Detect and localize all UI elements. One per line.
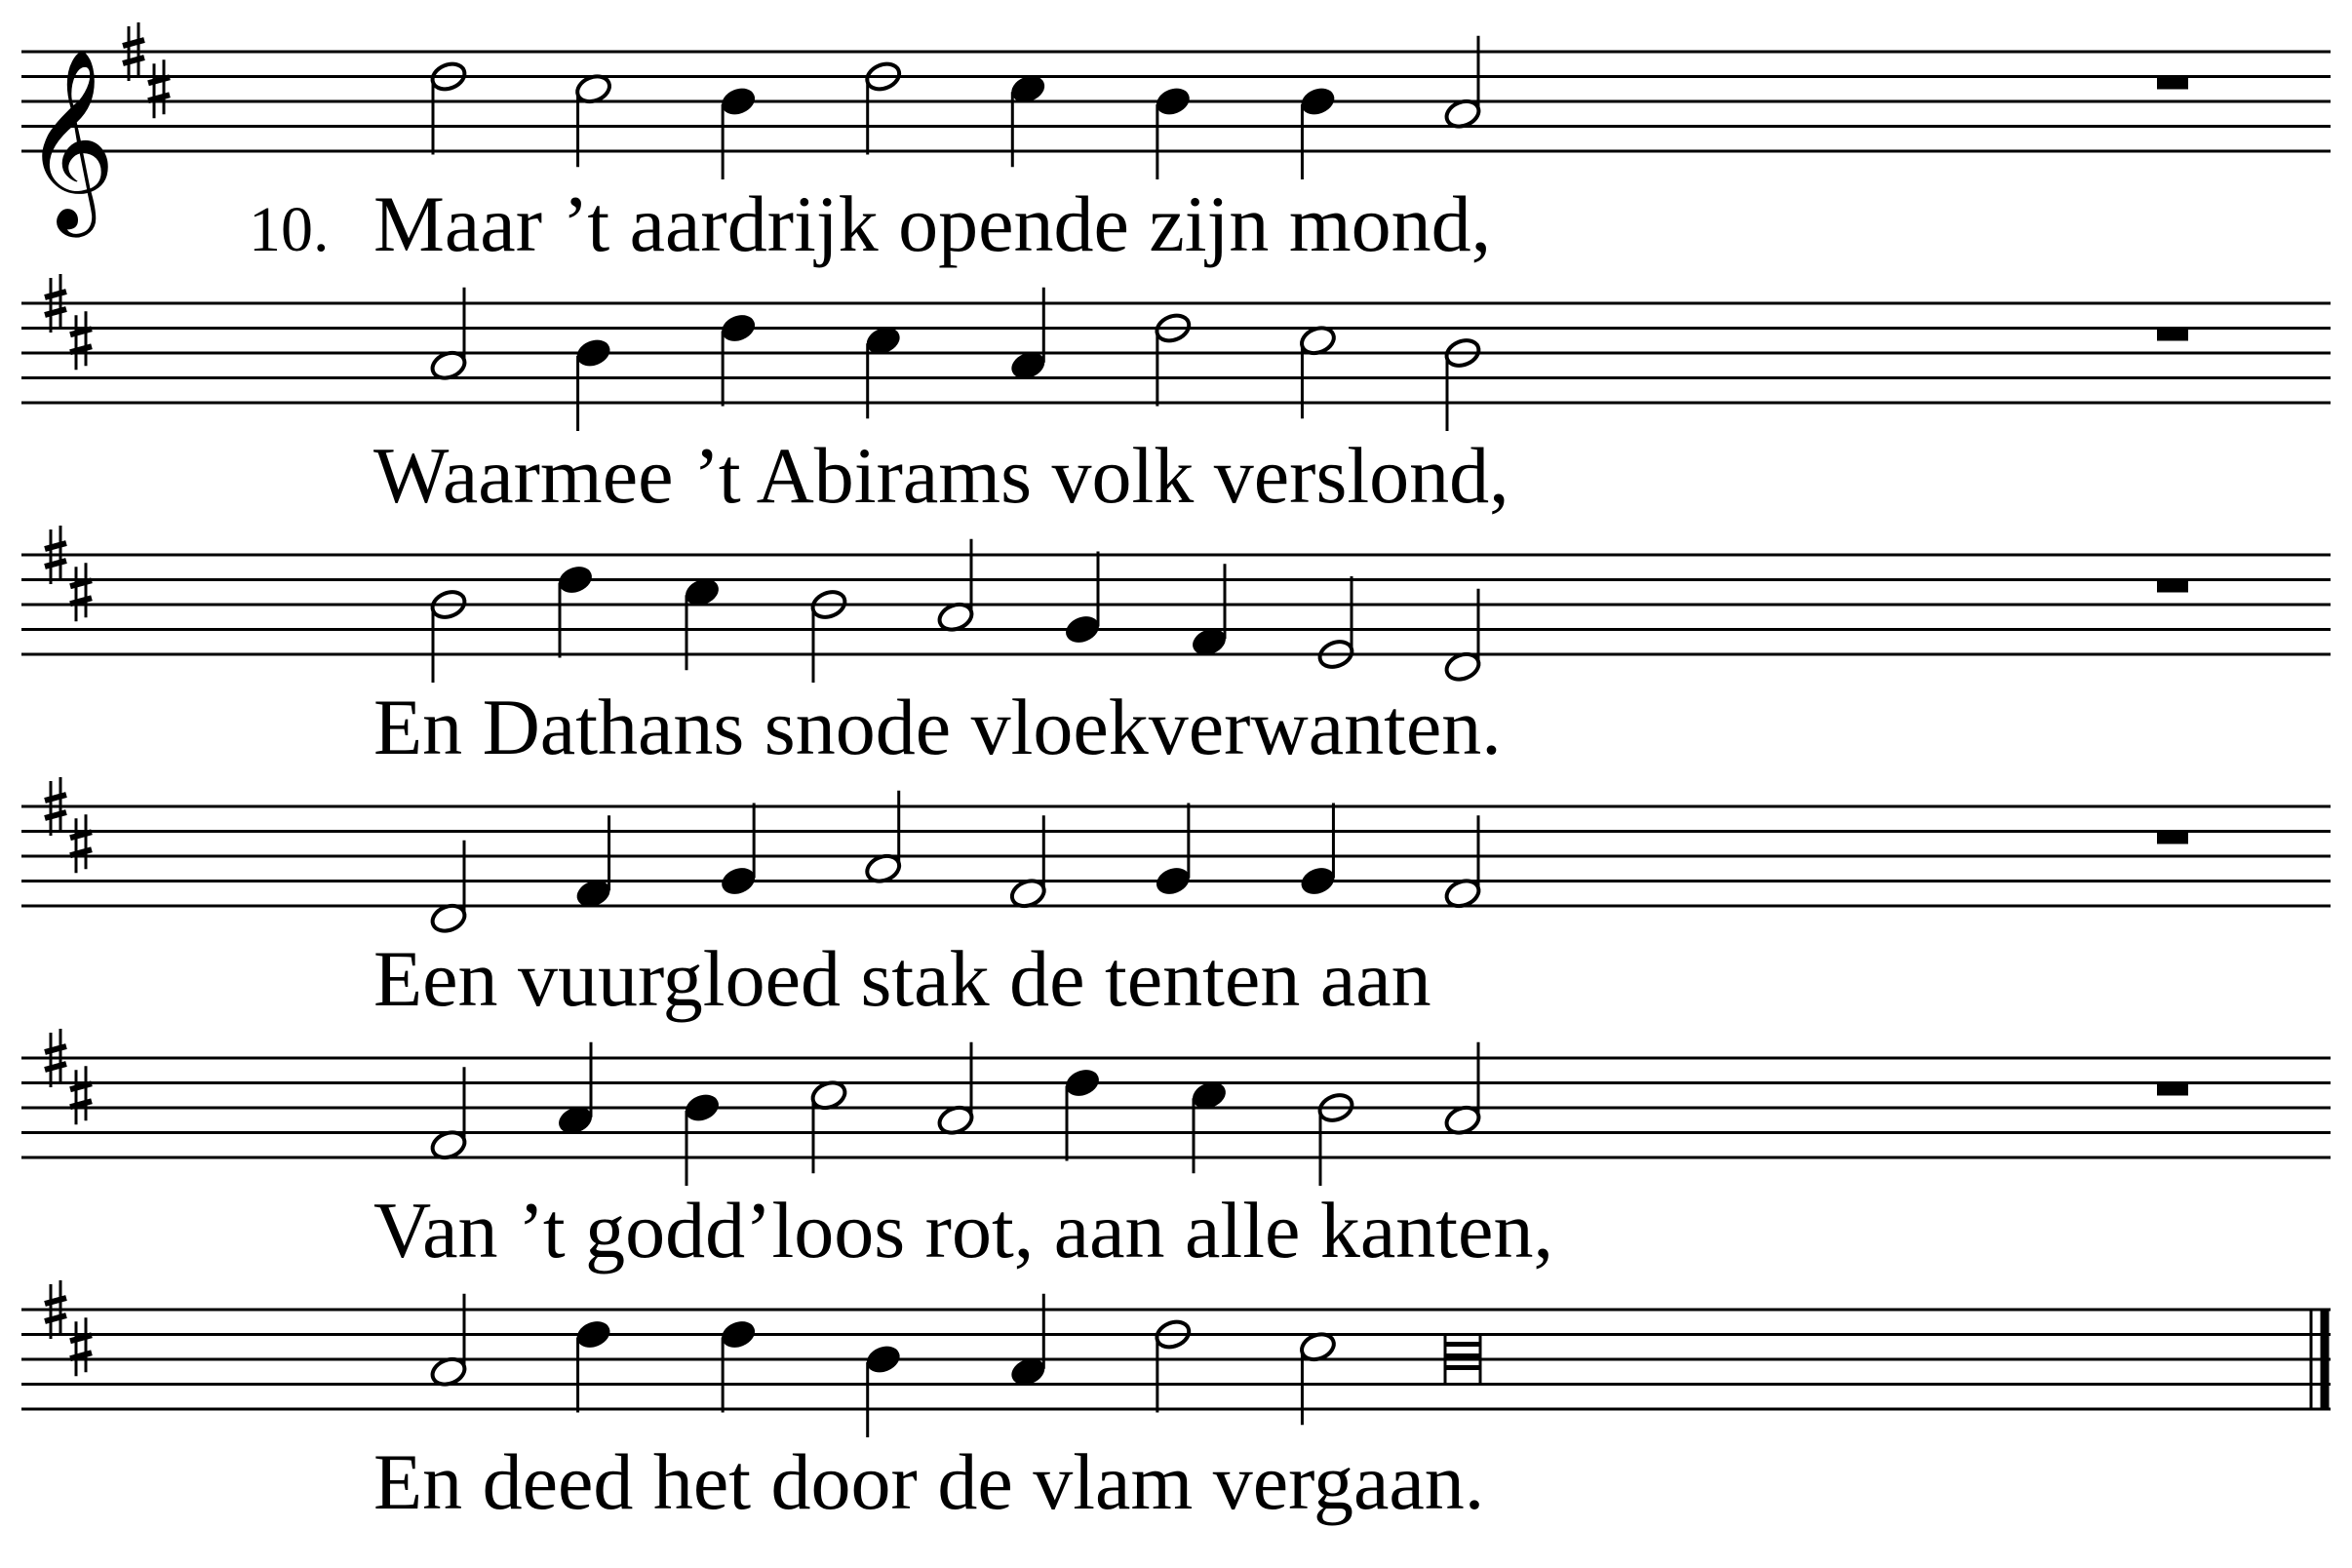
lyric-line-1: Maar ’t aardrijk opende zijn mond, [373,179,1492,268]
note [809,588,849,683]
note [1443,36,1483,131]
note [936,539,976,634]
notes [429,791,1483,935]
note [1008,1294,1048,1389]
staff-lines [21,303,2331,403]
notes [429,539,1483,684]
note [429,1294,469,1389]
key-signature [45,1280,92,1376]
note [863,59,903,154]
end-symbol [2157,76,2188,90]
note [573,1317,613,1412]
note [573,336,613,431]
note [863,324,903,418]
note [1008,288,1048,382]
staff-system-3 [21,526,2331,771]
note [429,841,469,935]
note [1063,1066,1103,1160]
rest-icon [2157,831,2188,844]
note [1298,324,1338,418]
note [1154,1317,1194,1412]
notes [429,1042,1483,1186]
treble-clef-glyph: 𝄞 [23,47,116,229]
staff-lines [21,1058,2331,1157]
key-signature [45,274,92,370]
note [683,1091,723,1186]
note [573,815,613,910]
note [429,59,469,154]
note [1154,85,1194,179]
note [573,72,613,167]
note [1298,804,1338,898]
rest-icon [2157,1082,2188,1096]
staff-system-5 [21,1029,2331,1274]
note [683,575,723,670]
staff-system-6 [21,1280,2331,1526]
sharp-icon [70,814,92,873]
note [863,791,903,885]
rest-icon [2157,328,2188,341]
verse-number: 10. [249,194,330,265]
note [1443,589,1483,684]
note [1190,1078,1230,1173]
note [429,1067,469,1161]
note [719,804,759,898]
end-symbol [2157,831,2188,844]
note [1443,815,1483,910]
sharp-icon [70,563,92,621]
end-symbol [2157,1082,2188,1096]
sharp-icon [148,59,170,118]
note [719,85,759,179]
note [1154,311,1194,406]
key-signature [45,777,92,873]
lyric-line-3: En Dathans snode vloekverwanten. [373,683,1502,771]
note [1154,804,1194,898]
staff-system-4 [21,777,2331,1023]
notes [429,1294,1480,1437]
sharp-icon [70,1317,92,1376]
end-symbol [2157,328,2188,341]
note [1298,1330,1338,1425]
key-signature [45,1029,92,1124]
rest-icon [2157,76,2188,90]
note [429,588,469,683]
note [936,1042,976,1137]
note [1316,1091,1356,1186]
note [809,1078,849,1173]
lyric-line-2: Waarmee ’t Abirams volk verslond, [373,431,1509,520]
note [719,311,759,406]
lyric-line-6: En deed het door de vlam vergaan. [373,1437,1485,1526]
note [1008,815,1048,910]
note [1443,1042,1483,1137]
note [1443,336,1483,431]
staff-system-2 [21,274,2331,520]
note [429,288,469,382]
note [1063,552,1103,647]
note [556,1042,596,1137]
rest-icon [2157,579,2188,593]
staff-lines [21,1310,2331,1409]
key-signature [123,22,170,118]
staff-system-1 [21,22,2331,268]
notes [429,288,1483,431]
end-symbol [2157,579,2188,593]
note [719,1317,759,1412]
note [1316,576,1356,671]
note [1008,72,1048,167]
lyric-line-5: Van ’t godd’loos rot, aan alle kanten, [373,1186,1553,1274]
sharp-icon [70,311,92,370]
staff-lines [21,555,2331,654]
lyric-line-4: Een vuurgloed stak de tenten aan [373,934,1431,1023]
notes [429,36,1483,179]
note [863,1343,903,1437]
note [1190,564,1230,658]
treble-clef-icon [23,47,116,238]
note [1298,85,1338,179]
sharp-icon [70,1066,92,1124]
key-signature [45,526,92,621]
note [556,563,596,657]
